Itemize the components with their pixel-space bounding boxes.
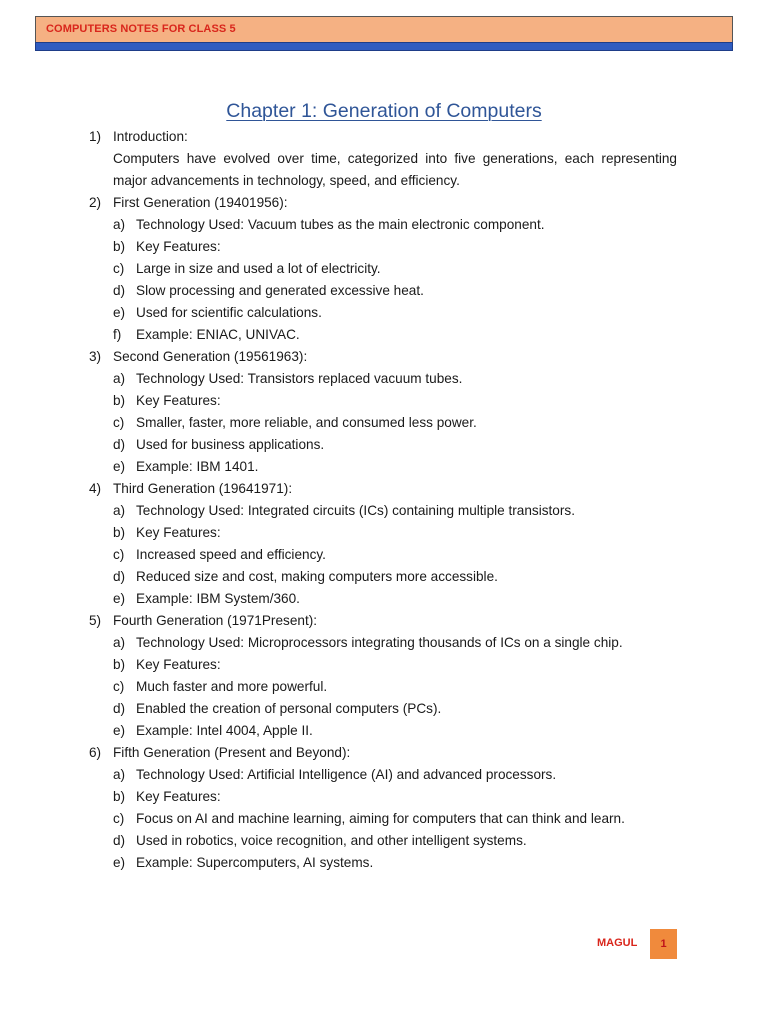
section-number: 3) (89, 349, 102, 364)
item-list (0, 214, 768, 346)
chapter-title: Chapter 1: Generation of Computers (226, 100, 542, 122)
section-heading (0, 346, 768, 368)
list-item (0, 500, 768, 522)
section-generation (0, 610, 768, 742)
item-text: Focus on AI and machine learning, aiming for computers that can think and learn. (136, 811, 625, 826)
item-letter: e) (113, 723, 126, 738)
item-text: Key Features: (136, 657, 221, 672)
item-letter: d) (113, 437, 126, 452)
list-item (0, 830, 768, 852)
item-letter: c) (113, 679, 125, 694)
item-letter: c) (113, 261, 125, 276)
section-title: First Generation (19401956): (113, 195, 288, 210)
item-text: Technology Used: Microprocessors integrating thousands of ICs on a single chip. (136, 635, 623, 650)
section-heading (0, 126, 768, 148)
document-body (0, 126, 768, 874)
item-text: Technology Used: Transistors replaced vacuum tubes. (136, 371, 463, 386)
section-generation (0, 192, 768, 346)
section-title: Third Generation (19641971): (113, 481, 293, 496)
section-heading (0, 610, 768, 632)
page-number: 1 (650, 929, 677, 959)
item-text: Example: Intel 4004, Apple II. (136, 723, 313, 738)
item-letter: a) (113, 767, 126, 782)
item-letter: d) (113, 701, 126, 716)
list-item (0, 654, 768, 676)
section-generation (0, 346, 768, 478)
list-item (0, 764, 768, 786)
list-item (0, 302, 768, 324)
item-letter: d) (113, 569, 126, 584)
item-text: Smaller, faster, more reliable, and consumed less power. (136, 415, 477, 430)
list-item (0, 588, 768, 610)
item-letter: c) (113, 811, 125, 826)
item-text: Key Features: (136, 525, 221, 540)
item-text: Used for business applications. (136, 437, 325, 452)
item-text: Example: IBM 1401. (136, 459, 259, 474)
item-letter: c) (113, 415, 125, 430)
section-heading (0, 478, 768, 500)
section-heading (0, 192, 768, 214)
list-item (0, 368, 768, 390)
list-item (0, 566, 768, 588)
item-text: Technology Used: Artificial Intelligence (AI) and advanced processors. (136, 767, 557, 782)
list-item (0, 676, 768, 698)
list-item (0, 456, 768, 478)
list-item (0, 720, 768, 742)
list-item (0, 280, 768, 302)
item-text: Key Features: (136, 393, 221, 408)
section-number: 5) (89, 613, 102, 628)
item-text: Used for scientific calculations. (136, 305, 322, 320)
item-text: Increased speed and efficiency. (136, 547, 326, 562)
item-letter: b) (113, 239, 126, 254)
item-letter: e) (113, 305, 126, 320)
section-title: Introduction: (113, 129, 188, 144)
item-text: Technology Used: Vacuum tubes as the main electronic component. (136, 217, 545, 232)
section-generation (0, 478, 768, 610)
list-item (0, 786, 768, 808)
list-item (0, 852, 768, 874)
item-text: Example: ENIAC, UNIVAC. (136, 327, 300, 342)
item-text: Enabled the creation of personal computers (PCs). (136, 701, 442, 716)
section-number: 6) (89, 745, 102, 760)
item-text: Example: IBM System/360. (136, 591, 300, 606)
item-list (0, 368, 768, 478)
item-text: Used in robotics, voice recognition, and other intelligent systems. (136, 833, 527, 848)
footer-author: MAGUL (597, 937, 638, 949)
section-number: 1) (89, 129, 102, 144)
list-item (0, 236, 768, 258)
item-text: Key Features: (136, 239, 221, 254)
list-item (0, 544, 768, 566)
header-rule (35, 42, 733, 51)
item-letter: a) (113, 371, 126, 386)
list-item (0, 522, 768, 544)
item-letter: b) (113, 525, 126, 540)
item-text: Example: Supercomputers, AI systems. (136, 855, 374, 870)
section-generation (0, 742, 768, 874)
list-item (0, 390, 768, 412)
item-letter: b) (113, 393, 126, 408)
item-letter: a) (113, 635, 126, 650)
section-heading (0, 742, 768, 764)
item-letter: c) (113, 547, 125, 562)
section-title: Second Generation (19561963): (113, 349, 308, 364)
item-letter: b) (113, 657, 126, 672)
list-item (0, 214, 768, 236)
item-list (0, 764, 768, 874)
item-list (0, 500, 768, 610)
item-letter: e) (113, 591, 126, 606)
list-item (0, 324, 768, 346)
list-item (0, 698, 768, 720)
item-letter: f) (113, 327, 122, 342)
list-item (0, 258, 768, 280)
item-letter: d) (113, 283, 126, 298)
header-title: COMPUTERS NOTES FOR CLASS 5 (46, 23, 236, 35)
list-item (0, 632, 768, 654)
section-number: 2) (89, 195, 102, 210)
generation-sections (0, 192, 768, 874)
header-band (35, 16, 733, 42)
item-letter: a) (113, 503, 126, 518)
section-number: 4) (89, 481, 102, 496)
item-text: Slow processing and generated excessive heat. (136, 283, 424, 298)
item-letter: b) (113, 789, 126, 804)
list-item (0, 412, 768, 434)
item-text: Technology Used: Integrated circuits (ICs) containing multiple transistors. (136, 503, 575, 518)
list-item (0, 808, 768, 830)
list-item (0, 434, 768, 456)
item-letter: e) (113, 855, 126, 870)
item-letter: e) (113, 459, 126, 474)
item-text: Key Features: (136, 789, 221, 804)
section-title: Fourth Generation (1971Present): (113, 613, 318, 628)
item-list (0, 632, 768, 742)
section-title: Fifth Generation (Present and Beyond): (113, 745, 351, 760)
item-letter: d) (113, 833, 126, 848)
item-text: Much faster and more powerful. (136, 679, 328, 694)
item-text: Large in size and used a lot of electricity. (136, 261, 381, 276)
item-letter: a) (113, 217, 126, 232)
intro-paragraph: Computers have evolved over time, categorized into five generations, each representing major advancements in technology, speed, and efficiency. (113, 151, 677, 188)
section-introduction (0, 126, 768, 192)
item-text: Reduced size and cost, making computers more accessible. (136, 569, 498, 584)
